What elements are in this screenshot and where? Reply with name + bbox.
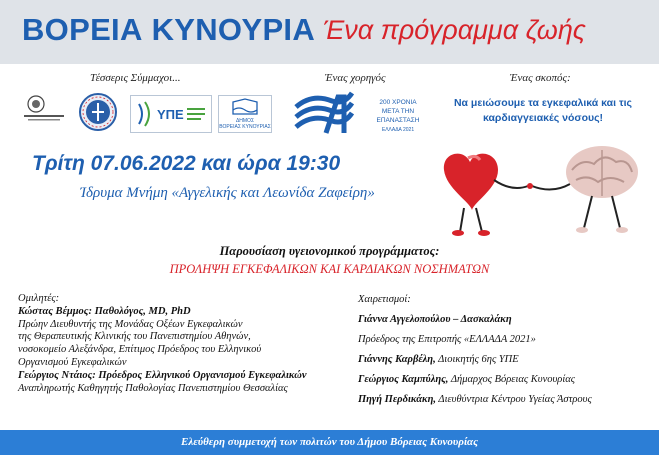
greeting-4-role: Διευθύντρια Κέντρου Υγείας Άστρους (436, 394, 592, 405)
hellenic-stroke-organization-logo (22, 93, 66, 123)
goal-text: Να μειώσουμε τα εγκεφαλικά και τις καρδιαγγειακές νόσους! (453, 97, 633, 124)
svg-text:ΔΗΜΟΣ: ΔΗΜΟΣ (235, 118, 255, 124)
speaker-1-line-1: Πρώην Διευθυντής της Μονάδας Οξέων Εγκεφαλικών (18, 318, 243, 330)
event-date: Τρίτη 07.06.2022 και ώρα 19:30 (32, 152, 341, 175)
greece-2021-icon (292, 87, 442, 141)
upe-icon (131, 96, 211, 132)
goal-caption: Ένας σκοπός: (510, 72, 571, 84)
greeting-2-role: Διοικητής 6ης ΥΠΕ (435, 354, 519, 365)
svg-text:ΥΠΕ: ΥΠΕ (157, 107, 184, 122)
footer-text: Ελεύθερη συμμετοχή των πολιτών του Δήμου Βόρειας Κυνουρίας (180, 436, 479, 448)
seal-icon (22, 93, 66, 123)
event-venue: Ίδρυμα Μνήμη «Αγγελικής και Λεωνίδα Ζαφείρη» (80, 185, 375, 201)
speakers-section (18, 293, 343, 395)
greeting-2-name: Γιάννης Καρβέλη, (358, 354, 436, 365)
greetings-section (358, 293, 648, 406)
heart-brain-icon (432, 140, 642, 240)
sponsor-logo-line-1: 200 ΧΡΟΝΙΑ (379, 99, 417, 106)
waves-icon (219, 96, 271, 132)
upe-logo (130, 95, 212, 133)
speaker-1-line-2: της Θεραπευτικής Κλινικής του Πανεπιστημίου Αθηνών, (18, 331, 251, 343)
sponsor-logo-line-4: ΕΛΛΑΔΑ 2021 (381, 127, 415, 133)
speaker-1-name: Κώστας Βέμμος: Παθολόγος, MD, PhD (18, 305, 191, 317)
greeting-3-name: Γεώργιος Καμπύλης, (358, 374, 449, 385)
presentation-heading: Παρουσίαση υγειονομικού προγράμματος: (219, 244, 440, 258)
svg-text:ΒΟΡΕΙΑΣ ΚΥΝΟΥΡΙΑΣ: ΒΟΡΕΙΑΣ ΚΥΝΟΥΡΙΑΣ (219, 124, 271, 130)
medical-association-logo (75, 92, 121, 132)
sponsor-caption: Ένας χορηγός (325, 72, 386, 84)
municipality-logo (218, 95, 272, 133)
greetings-heading: Χαιρετισμοί: (358, 294, 411, 305)
partners-caption: Τέσσερις Σύμμαχοι... (90, 72, 181, 84)
page-subtitle: Ένα πρόγραμμα ζωής (323, 15, 586, 45)
sponsor-logo-line-2: ΜΕΤΑ ΤΗΝ (381, 108, 415, 115)
presentation-topic: ΠΡΟΛΗΨΗ ΕΓΚΕΦΑΛΙΚΩΝ ΚΑΙ ΚΑΡΔΙΑΚΩΝ ΝΟΣΗΜΑΤΩΝ (169, 262, 490, 276)
greeting-1-name: Γιάννα Αγγελοπούλου – Δασκαλάκη (358, 314, 512, 325)
greeting-3-role: Δήμαρχος Βόρειας Κυνουρίας (448, 374, 576, 385)
greeting-4-name: Πηγή Περδικάκη, (358, 394, 436, 405)
speakers-heading: Ομιλητές: (18, 293, 60, 304)
page-title: ΒΟΡΕΙΑ ΚΥΝΟΥΡΙΑ (22, 12, 316, 47)
emblem-icon (75, 92, 121, 132)
speaker-1-line-3: νοσοκομείο Αλεξάνδρα, Επίτιμος Πρόεδρος του Ελληνικού (18, 344, 262, 356)
speaker-1-line-4: Οργανισμού Εγκεφαλικών (18, 356, 127, 368)
speaker-2-name: Γεώργιος Ντάιος: Πρόεδρος Ελληνικού Οργανισμού Εγκεφαλικών (18, 369, 307, 381)
sponsor-logo-line-3: ΕΠΑΝΑΣΤΑΣΗ (376, 117, 420, 124)
greece-2021-logo (292, 87, 442, 141)
speaker-2-line: Αναπληρωτής Καθηγητής Παθολογίας Πανεπιστημίου Θεσσαλίας (18, 382, 288, 394)
heart-brain-illustration (432, 140, 642, 240)
greeting-1-role: Πρόεδρος της Επιτροπής «ΕΛΛΑΔΑ 2021» (358, 334, 536, 345)
